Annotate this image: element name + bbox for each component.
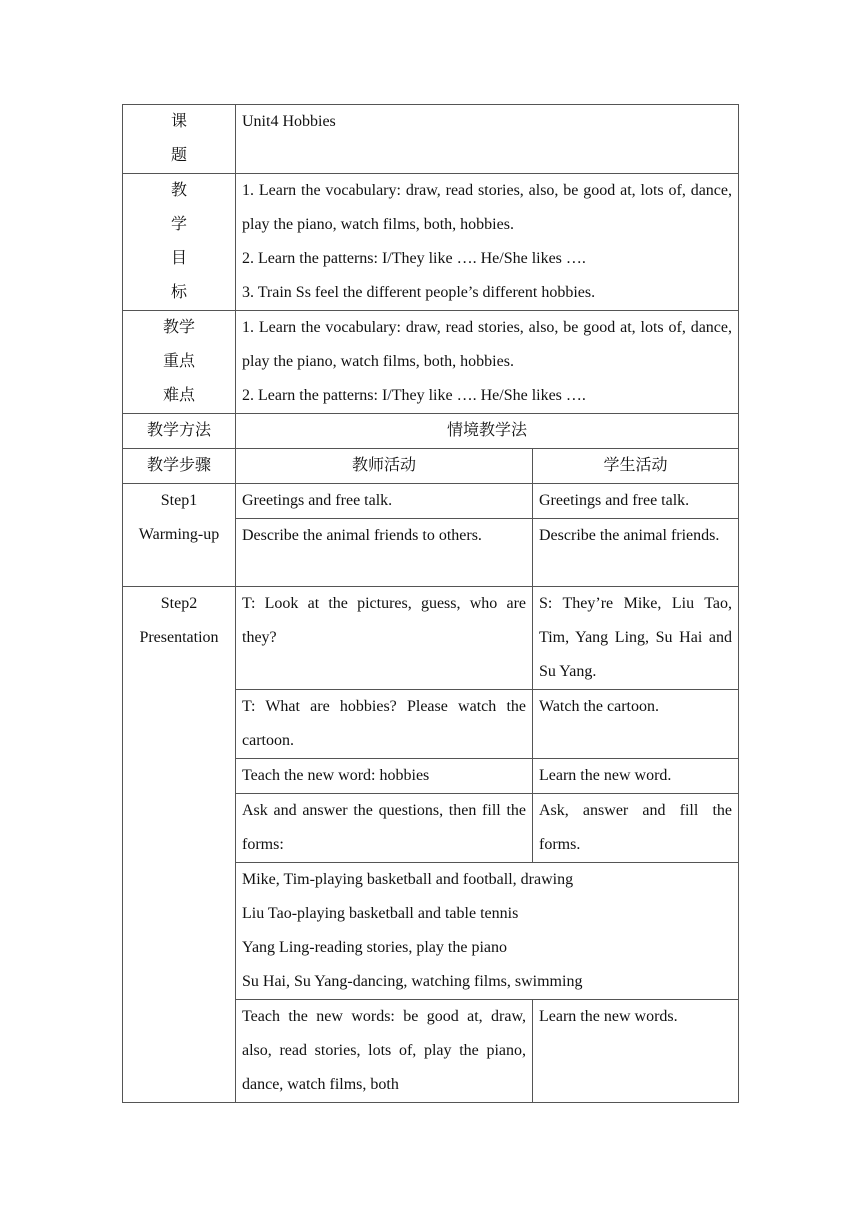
steps-header-row <box>123 449 739 484</box>
topic-row <box>123 105 739 174</box>
objectives-label-cell <box>123 174 236 311</box>
form-line: Mike, Tim-playing basketball and football, drawing <box>242 871 574 888</box>
step2-teacher-4: Ask and answer the questions, then fill the forms: <box>236 794 533 863</box>
lesson-plan-table <box>122 104 739 1103</box>
step1-label-line: Warming-up <box>138 526 220 543</box>
step1-label-line: Step1 <box>160 492 198 509</box>
step2-student-2: Watch the cartoon. <box>533 690 739 759</box>
step1-teacher-1: Greetings and free talk. <box>236 484 533 519</box>
step2-student-3: Learn the new word. <box>533 759 739 794</box>
step1-teacher-2: Describe the animal friends to others. <box>236 519 533 587</box>
key-points-content <box>236 311 739 414</box>
student-activity-header: 学生活动 <box>533 449 739 484</box>
objectives-content <box>236 174 739 311</box>
topic-label-line: 题 <box>170 147 187 164</box>
step2-student-1: S: They’re Mike, Liu Tao, Tim, Yang Ling, Su Hai and Su Yang. <box>533 587 739 690</box>
objectives-row <box>123 174 739 311</box>
step2-teacher-3: Teach the new word: hobbies <box>236 759 533 794</box>
step2-teacher-1: T: Look at the pictures, guess, who are they? <box>236 587 533 690</box>
objectives-label-line: 学 <box>170 216 187 233</box>
objectives-label-line: 标 <box>170 284 187 301</box>
step2-student-4: Ask, answer and fill the forms. <box>533 794 739 863</box>
topic-value: Unit4 Hobbies <box>236 105 739 174</box>
step2-row-1 <box>123 587 739 690</box>
step2-label-cell <box>123 587 236 1103</box>
objectives-label-line: 目 <box>170 250 187 267</box>
method-row <box>123 414 739 449</box>
teacher-activity-header: 教师活动 <box>236 449 533 484</box>
step2-label-line: Step2 <box>160 595 198 612</box>
key-points-label-line: 重点 <box>162 353 195 370</box>
step2-student-last: Learn the new words. <box>533 1000 739 1103</box>
topic-label-line: 课 <box>170 113 187 130</box>
key-points-label-cell <box>123 311 236 414</box>
method-value: 情境教学法 <box>236 414 739 449</box>
key-points-label-line: 难点 <box>162 387 195 404</box>
key-point-item: 2. Learn the patterns: I/They like …. He/She likes …. <box>242 387 586 404</box>
step1-label-cell <box>123 484 236 587</box>
objectives-label-line: 教 <box>170 182 187 199</box>
key-points-label-line: 教学 <box>162 319 195 336</box>
objective-item: 3. Train Ss feel the different people’s different hobbies. <box>242 284 596 301</box>
steps-label: 教学步骤 <box>123 449 236 484</box>
step2-label-line: Presentation <box>139 629 219 646</box>
form-line: Su Hai, Su Yang-dancing, watching films, swimming <box>242 973 583 990</box>
form-line: Yang Ling-reading stories, play the piano <box>242 939 507 956</box>
step2-teacher-2: T: What are hobbies? Please watch the cartoon. <box>236 690 533 759</box>
topic-label-cell <box>123 105 236 174</box>
step2-form-content <box>236 863 739 1000</box>
method-label: 教学方法 <box>123 414 236 449</box>
key-points-row <box>123 311 739 414</box>
step1-student-1: Greetings and free talk. <box>533 484 739 519</box>
step1-row-1 <box>123 484 739 519</box>
step1-student-2: Describe the animal friends. <box>533 519 739 587</box>
form-line: Liu Tao-playing basketball and table tennis <box>242 905 519 922</box>
objective-item: 2. Learn the patterns: I/They like …. He/She likes …. <box>242 250 586 267</box>
objective-item: 1. Learn the vocabulary: draw, read stories, also, be good at, lots of, dance, play the piano, watch films, both, hobbies. <box>242 182 732 233</box>
key-point-item: 1. Learn the vocabulary: draw, read stories, also, be good at, lots of, dance, play the piano, watch films, both, hobbies. <box>242 319 732 370</box>
step2-teacher-last: Teach the new words: be good at, draw, also, read stories, lots of, play the piano, dance, watch films, both <box>236 1000 533 1103</box>
